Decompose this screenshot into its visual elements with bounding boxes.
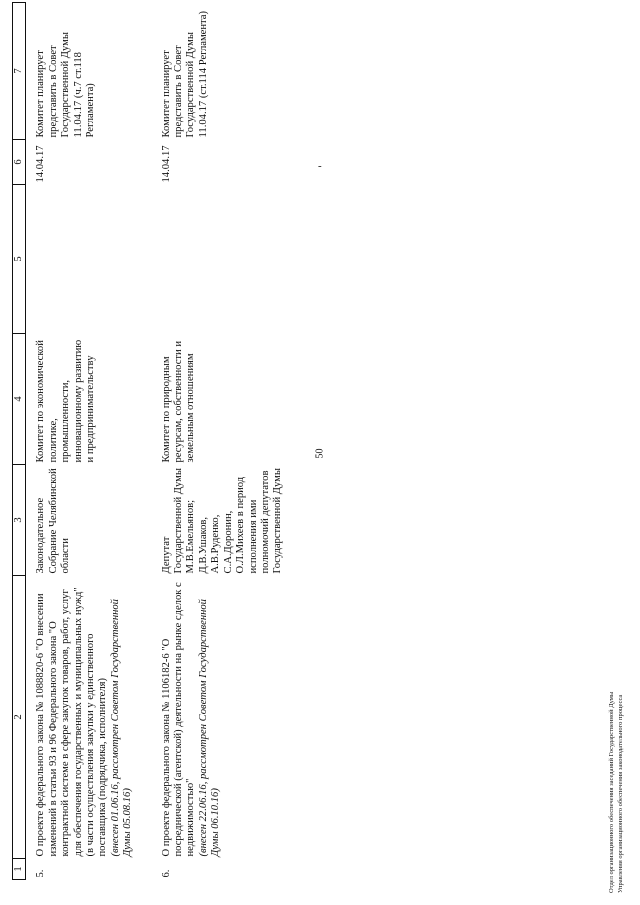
table-row xyxy=(34,3,135,880)
column-header: 5 xyxy=(13,185,26,334)
column-header: 4 xyxy=(13,334,26,465)
column-header: 1 xyxy=(13,859,26,880)
footer-line-1: Отдел организационного обеспечения заседаний Государственной Думы xyxy=(608,691,615,893)
bill-cell xyxy=(34,576,135,859)
status-cell: Комитет планирует представить в Совет Государственной Думы 11.04.17 (ст.114 Регламента) xyxy=(160,10,209,138)
bill-title: О проекте федерального закона № 1106182-6 "О посреднической (агентской) деятельности на рынке сделок с недвижимостью" xyxy=(160,582,197,857)
bill-title: О проекте федерального закона № 1088820-6 "О внесении изменений в статьи 93 и 96 Федерального закона "О контрактной системе в сфере закупок товаров, работ, услуг для обеспечения государственных и муниципальных нужд" (в части осуществления закупки у единственного поставщика (подрядчика, исполнителя) xyxy=(35,587,109,857)
row-number: 6. xyxy=(160,869,172,878)
status-cell: Комитет планирует представить в Совет Государственной Думы 11.04.17 (ч.7 ст.118 Регламента) xyxy=(35,32,97,138)
footer xyxy=(607,593,625,893)
column-header: 2 xyxy=(13,576,26,859)
initiator-cell: Депутат Государственной Думы М.В.Емельянов; Д.В.Ушаков, А.В.Руденко, С.А.Доронин, О.Л.Михеев в период исполнения ими полномочий депутатов Государственной Думы xyxy=(160,468,284,574)
column-header: 6 xyxy=(13,140,26,185)
bills-table-container xyxy=(12,10,342,880)
column-header: 3 xyxy=(13,465,26,576)
bill-note: (внесен 22.06.16, рассмотрен Советом Государственной Думы 06.10.16) xyxy=(197,599,222,857)
row-number: 5. xyxy=(35,869,47,878)
initiator-cell: Законодательное Собрание Челябинской области xyxy=(35,468,72,574)
col5-cell xyxy=(34,185,135,334)
bills-table xyxy=(12,2,286,880)
bill-cell xyxy=(160,576,286,859)
committee-cell: Комитет по природным ресурсам, собственности и земельным отношениям xyxy=(160,340,197,463)
column-header: 7 xyxy=(13,3,26,140)
footer-line-2: Управления организационного обеспечения законодательного процесса xyxy=(617,694,624,893)
date-cell: 14.04.17 xyxy=(35,145,47,183)
page-mark: - xyxy=(318,160,322,172)
table-row xyxy=(160,3,286,880)
date-cell: 14.04.17 xyxy=(160,145,172,183)
bill-note: (внесен 01.06.16, рассмотрен Советом Государственной Думы 05.08.16) xyxy=(109,599,134,857)
page-number: 50 xyxy=(314,448,326,459)
table-header-row xyxy=(13,3,26,880)
col5-cell xyxy=(160,185,286,334)
committee-cell: Комитет по экономической политике, промышленности, инновационному развитию и предпринимательству xyxy=(35,339,97,463)
